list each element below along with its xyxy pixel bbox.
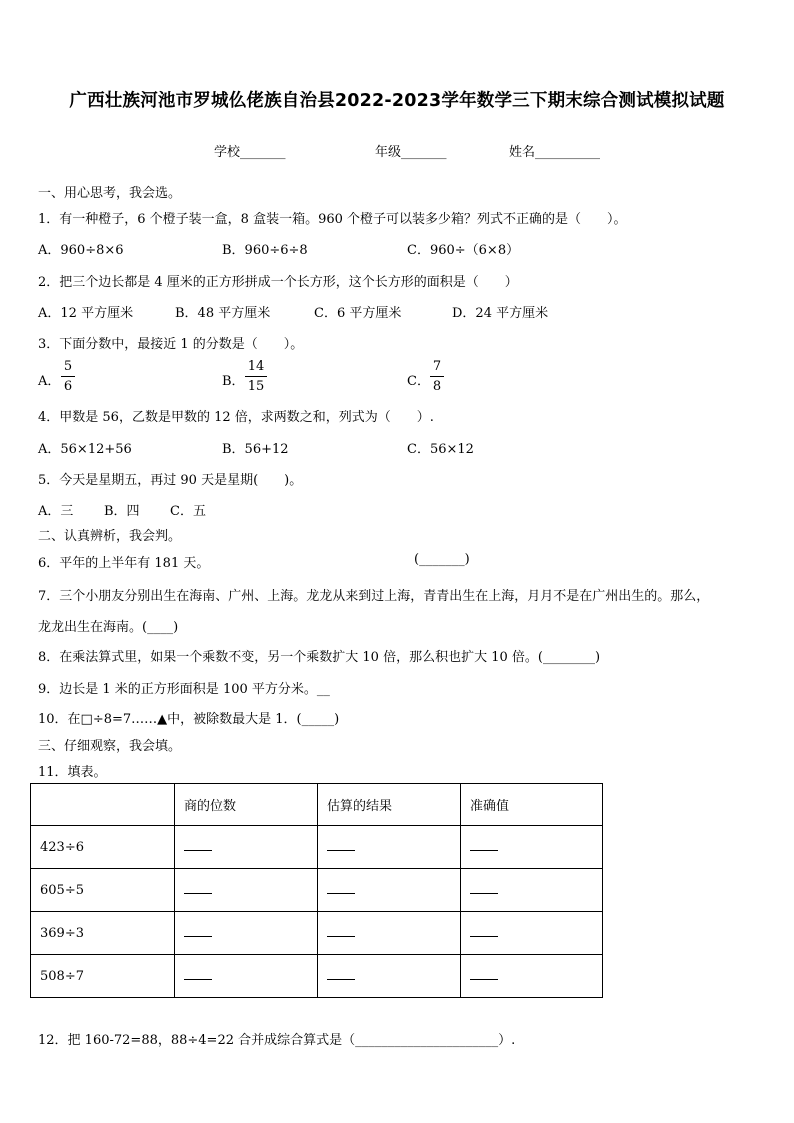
answer-blank[interactable] <box>318 826 461 869</box>
answer-blank[interactable] <box>461 826 603 869</box>
q2-option-b: B．48 平方厘米 <box>175 306 271 321</box>
table-header-cell <box>31 784 175 826</box>
grade-field: 年级_______ <box>375 145 447 160</box>
q5-option-a: A．三 <box>38 504 74 519</box>
answer-blank[interactable] <box>318 869 461 912</box>
fraction-bar <box>61 376 75 377</box>
answer-blank[interactable] <box>175 869 318 912</box>
table-expression-cell: 605÷5 <box>31 869 175 912</box>
fraction-bar <box>430 376 444 377</box>
table-row <box>31 826 603 869</box>
question-8: 8．在乘法算式里，如果一个乘数不变，另一个乘数扩大 10 倍，那么积也扩大 10 倍。(________) <box>38 650 601 665</box>
question-7-line-1: 7．三个小朋友分别出生在海南、广州、上海。龙龙从来到过上海，青青出生在上海，月月不是在广州出生的。那么， <box>38 589 710 604</box>
answer-blank[interactable] <box>175 912 318 955</box>
question-4: 4．甲数是 56，乙数是甲数的 12 倍，求两数之和，列式为（ ）. <box>38 410 434 425</box>
q2-option-d: D．24 平方厘米 <box>452 306 549 321</box>
q3-option-c-label: C． <box>407 374 430 389</box>
q1-option-c: C．960÷（6×8） <box>407 243 520 258</box>
q4-option-a: A．56×12+56 <box>38 442 132 457</box>
table-row <box>31 912 603 955</box>
question-6: 6．平年的上半年有 181 天。 <box>38 556 210 571</box>
q3-option-c-fraction <box>430 358 444 395</box>
section-2-heading: 二、认真辨析，我会判。 <box>38 529 182 544</box>
question-10: 10．在□÷8=7……▲中，被除数最大是 1．(_____) <box>38 712 340 727</box>
table-row <box>31 869 603 912</box>
fraction-numerator: 14 <box>247 359 265 374</box>
fraction-denominator: 8 <box>432 379 442 394</box>
table-expression-cell: 369÷3 <box>31 912 175 955</box>
table-header-cell: 商的位数 <box>175 784 318 826</box>
table-expression-cell: 508÷7 <box>31 955 175 998</box>
q3-option-b-fraction <box>245 358 267 395</box>
answer-blank[interactable] <box>318 912 461 955</box>
q5-option-c: C．五 <box>170 504 206 519</box>
table-row <box>31 955 603 998</box>
q5-option-b: B．四 <box>104 504 140 519</box>
fraction-bar <box>245 376 267 377</box>
section-3-heading: 三、仔细观察，我会填。 <box>38 739 182 754</box>
answer-blank[interactable] <box>318 955 461 998</box>
answer-blank[interactable] <box>461 912 603 955</box>
q1-option-a: A．960÷8×6 <box>38 243 124 258</box>
q3-option-a-fraction <box>61 358 75 395</box>
q3-option-a-label: A． <box>38 374 61 389</box>
question-12: 12．把 160-72=88，88÷4=22 合并成综合算式是（______________________）. <box>38 1033 516 1048</box>
question-11: 11．填表。 <box>38 765 107 780</box>
table-header-cell: 估算的结果 <box>318 784 461 826</box>
fraction-denominator: 6 <box>63 379 73 394</box>
q6-answer-blank: (_______) <box>414 552 470 567</box>
table-header-row <box>31 784 603 826</box>
question-1: 1．有一种橙子，6 个橙子装一盒，8 盒装一箱。960 个橙子可以装多少箱？列式不正确的是（ ）。 <box>38 212 627 227</box>
answer-blank[interactable] <box>175 826 318 869</box>
page-title: 广西壮族河池市罗城仫佬族自治县2022-2023学年数学三下期末综合测试模拟试题 <box>69 91 725 111</box>
q2-option-c: C．6 平方厘米 <box>314 306 402 321</box>
question-3: 3．下面分数中，最接近 1 的分数是（ ）。 <box>38 337 304 352</box>
answer-blank[interactable] <box>461 955 603 998</box>
answer-blank[interactable] <box>175 955 318 998</box>
q2-option-a: A．12 平方厘米 <box>38 306 134 321</box>
fraction-numerator: 5 <box>63 359 73 374</box>
table-expression-cell: 423÷6 <box>31 826 175 869</box>
answer-blank[interactable] <box>461 869 603 912</box>
table-header-cell: 准确值 <box>461 784 603 826</box>
q1-option-b: B．960÷6÷8 <box>222 243 308 258</box>
fraction-numerator: 7 <box>432 359 442 374</box>
q4-option-b: B．56+12 <box>222 442 289 457</box>
q4-option-c: C．56×12 <box>407 442 474 457</box>
question-2: 2．把三个边长都是 4 厘米的正方形拼成一个长方形，这个长方形的面积是（ ） <box>38 275 518 290</box>
fill-in-table <box>30 783 603 998</box>
question-5: 5．今天是星期五，再过 90 天是星期( )。 <box>38 473 303 488</box>
school-field: 学校_______ <box>214 145 286 160</box>
section-1-heading: 一、用心思考，我会选。 <box>38 186 182 201</box>
fraction-denominator: 15 <box>247 379 265 394</box>
name-field: 姓名__________ <box>509 145 601 160</box>
question-7-line-2: 龙龙出生在海南。(____) <box>38 620 179 635</box>
q3-option-b-label: B． <box>222 374 245 389</box>
question-9: 9．边长是 1 米的正方形面积是 100 平方分米。__ <box>38 682 330 697</box>
